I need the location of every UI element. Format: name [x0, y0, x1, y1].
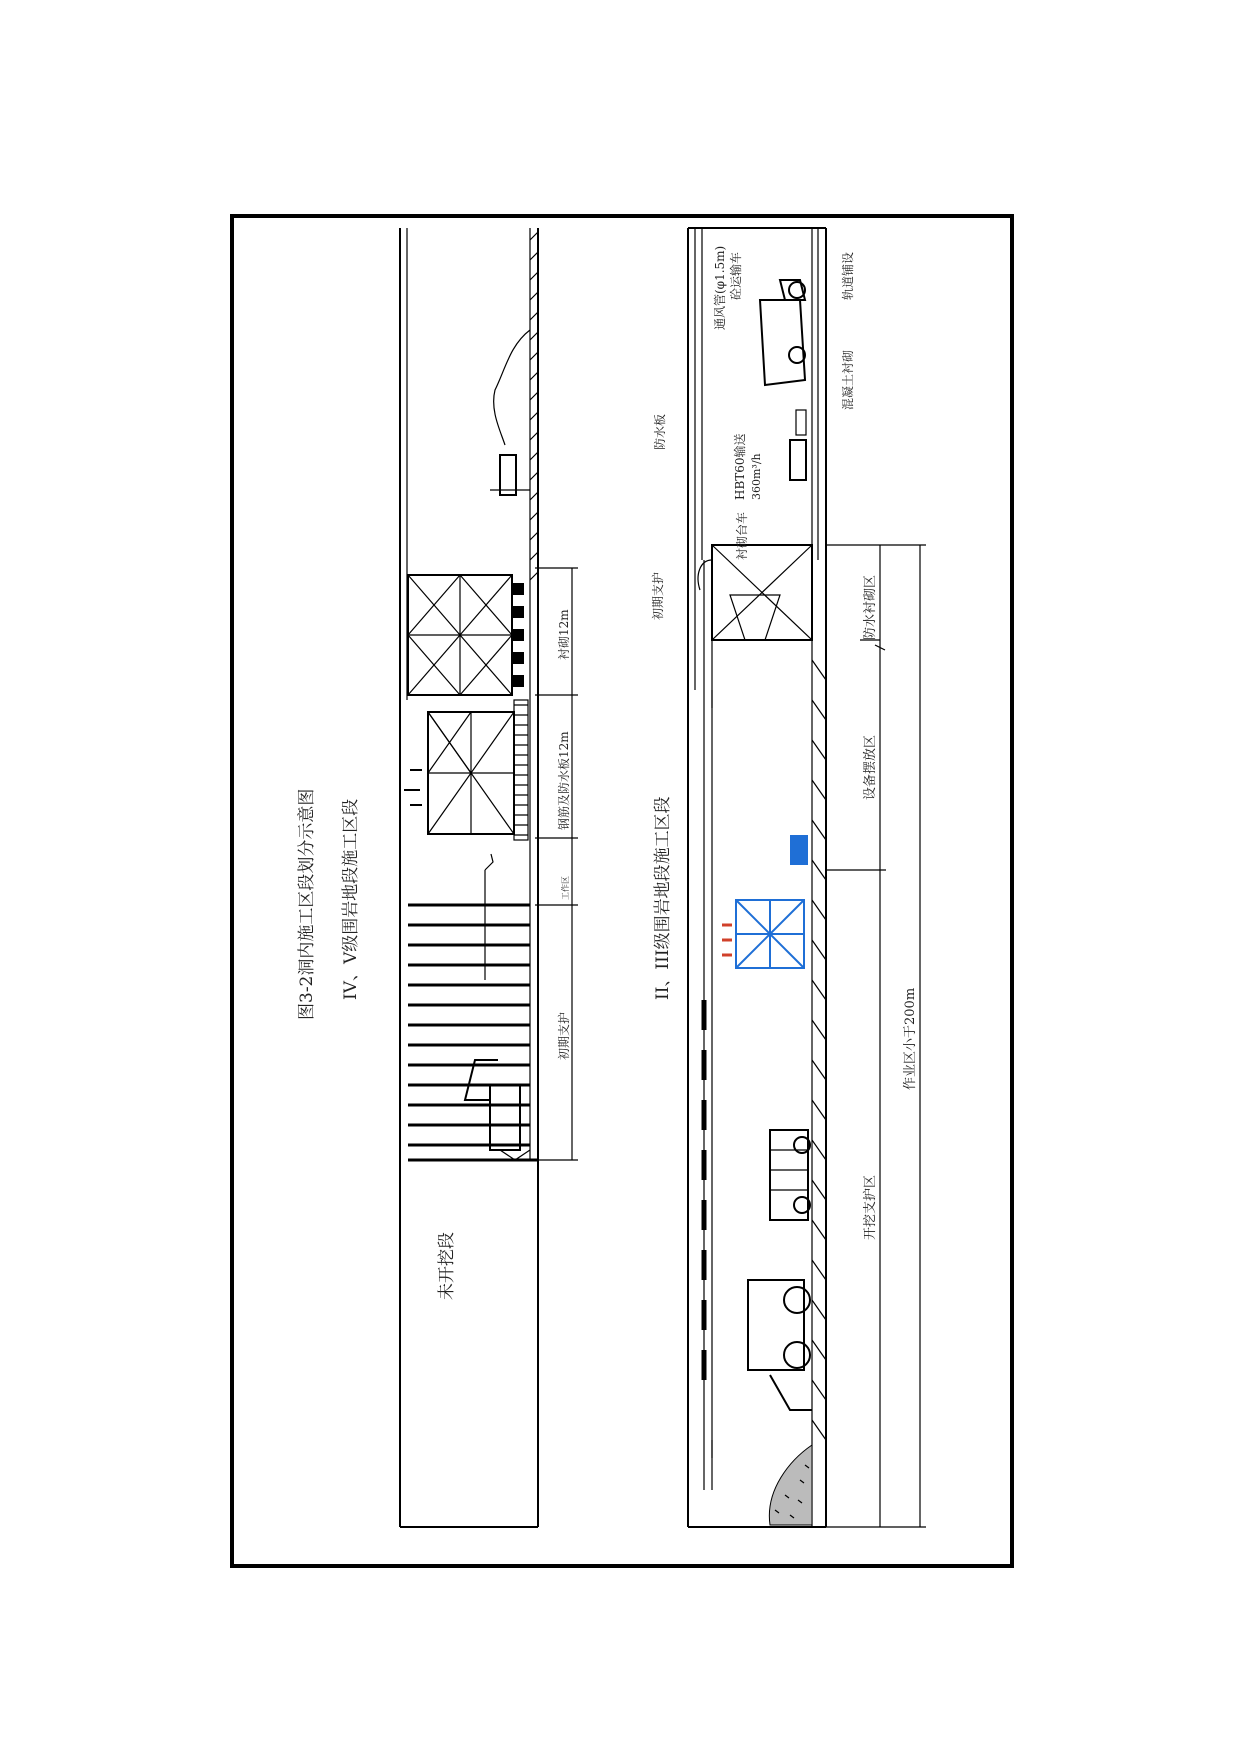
upper-pump [500, 455, 516, 495]
waterproof-rack [722, 835, 808, 968]
muck-pile [769, 1445, 812, 1525]
concrete-pump [790, 410, 806, 480]
lower-lining-trolley [698, 545, 812, 640]
vent-pipe-label: 通风管(φ1.5m) [713, 245, 727, 330]
upper-tunnel [400, 228, 578, 1527]
mold-label: 衬砌台车 [735, 511, 749, 560]
upper-zone-support: 初期支护 [557, 1011, 571, 1060]
track-label: 轨道铺设 [841, 251, 855, 300]
lower-tunnel [650, 228, 926, 1527]
concrete-mixer-truck [760, 280, 805, 385]
rebar-trolley [404, 700, 528, 840]
loader [748, 1280, 812, 1410]
zone-equipment: 设备摆放区 [863, 734, 878, 800]
lining-trolley [408, 575, 524, 695]
support-label: 初期支护 [651, 571, 665, 620]
steel-ribs [408, 905, 538, 1160]
mixer-small-label: 混凝土衬砌 [841, 349, 855, 410]
pump-rate-label: 360m³/h [750, 453, 763, 500]
mixer-label: 砼运输车 [729, 251, 743, 300]
unexcavated-label: 未开挖段 [437, 1232, 457, 1300]
dump-truck [770, 1130, 810, 1220]
zone-excavation: 开挖支护区 [863, 1174, 878, 1240]
pump-label: HBT60输送 [733, 433, 747, 500]
upper-section-title: IV、V级围岩地段施工区段 [341, 798, 361, 1000]
upper-pipe [494, 330, 530, 445]
upper-wall-hatch [530, 232, 538, 580]
span-label: 作业区小于200m [903, 987, 918, 1090]
waterproof-label: 防水板 [653, 413, 667, 450]
zone-lining: 防水衬砌区 [863, 574, 878, 640]
upper-zone-work: 工作区 [561, 876, 570, 900]
upper-zone-rebar: 钢筋及防水板12m [557, 731, 571, 830]
upper-zone-lining: 衬砌12m [557, 609, 571, 660]
lower-section-title: II、III级围岩地段施工区段 [653, 796, 673, 1000]
figure-title: 图3-2洞内施工区段划分示意图 [297, 788, 317, 1020]
